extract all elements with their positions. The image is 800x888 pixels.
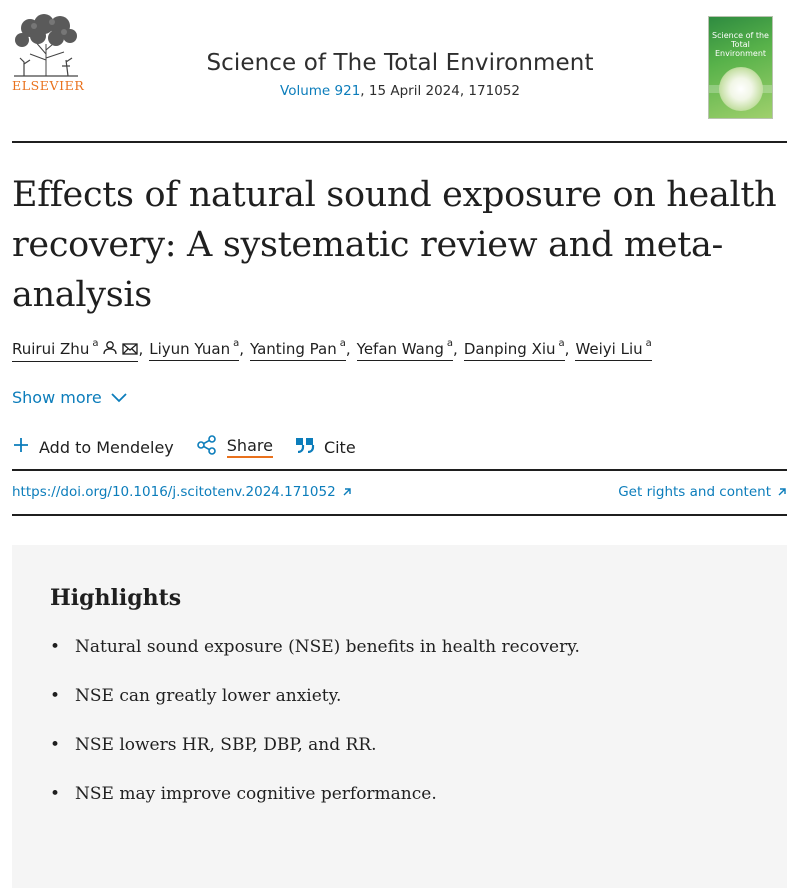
external-link-icon [342, 487, 352, 497]
mendeley-label: Add to Mendeley [39, 437, 174, 457]
links-divider [12, 514, 787, 516]
author-separator: , [138, 340, 144, 358]
author-name: Yanting Pan [250, 340, 337, 358]
author-link[interactable] [12, 340, 138, 362]
journal-title[interactable]: Science of The Total Environment [206, 50, 594, 76]
header-divider [12, 141, 787, 143]
issue-date: , 15 April 2024, 171052 [360, 83, 520, 99]
journal-meta [0, 83, 800, 99]
author-link[interactable] [357, 340, 453, 361]
plus-icon [12, 436, 30, 458]
author-name: Ruirui Zhu [12, 340, 90, 358]
actions-divider [12, 469, 787, 471]
share-button[interactable] [196, 434, 273, 460]
doi-text: https://doi.org/10.1016/j.scitotenv.2024.171052 [12, 484, 336, 500]
author-link[interactable] [575, 340, 651, 361]
author-separator: , [239, 340, 245, 358]
share-label: Share [227, 436, 273, 458]
author-name: Yefan Wang [356, 340, 444, 358]
highlight-item: • Natural sound exposure (NSE) benefits in health recovery. [50, 637, 580, 686]
cite-label: Cite [323, 437, 356, 457]
person-icon [102, 341, 118, 359]
quote-icon [295, 437, 315, 457]
highlights-list [50, 637, 580, 833]
rights-text: Get rights and content [618, 484, 771, 500]
show-more-label: Show more [12, 388, 102, 407]
author-link[interactable] [149, 340, 239, 361]
author-separator: , [564, 340, 570, 358]
cover-title: Science of the Total Environment [712, 31, 769, 58]
author-list [12, 340, 787, 362]
author-separator: , [453, 340, 458, 358]
doi-link[interactable] [12, 484, 352, 500]
author-name: Danping Xiu [463, 340, 556, 358]
author-link[interactable] [464, 340, 565, 361]
affiliation-marker: a [92, 338, 99, 349]
show-more-button[interactable] [12, 388, 128, 407]
article-actions [12, 434, 378, 460]
chevron-down-icon [110, 388, 128, 407]
author-name: Weiyi Liu [575, 340, 643, 358]
author-name: Liyun Yuan [149, 340, 231, 358]
highlights-section [12, 545, 787, 888]
email-icon [122, 341, 138, 359]
rights-link[interactable] [618, 484, 787, 500]
volume-link[interactable]: Volume 921 [280, 83, 361, 99]
author-link[interactable] [250, 340, 346, 361]
journal-cover[interactable] [708, 16, 773, 119]
affiliation-marker: a [339, 338, 346, 349]
cover-graphic [719, 67, 763, 111]
highlight-item: • NSE lowers HR, SBP, DBP, and RR. [50, 735, 580, 784]
link-row [12, 484, 787, 500]
affiliation-marker: a [558, 338, 565, 349]
author-separator: , [345, 340, 351, 358]
highlights-heading: Highlights [50, 585, 182, 611]
add-to-mendeley-button[interactable] [12, 436, 174, 458]
external-link-icon [777, 487, 787, 497]
article-title: Effects of natural sound exposure on health recovery: A systematic review and meta-analysis [12, 175, 777, 315]
highlight-item: • NSE can greatly lower anxiety. [50, 686, 580, 735]
journal-header [0, 50, 800, 99]
cite-button[interactable] [295, 437, 356, 457]
share-icon [196, 434, 218, 460]
publisher-name: ELSEVIER [12, 78, 85, 93]
affiliation-marker: a [233, 338, 240, 349]
affiliation-marker: a [645, 338, 652, 349]
highlight-item: • NSE may improve cognitive performance. [50, 784, 580, 833]
affiliation-marker: a [446, 338, 454, 349]
